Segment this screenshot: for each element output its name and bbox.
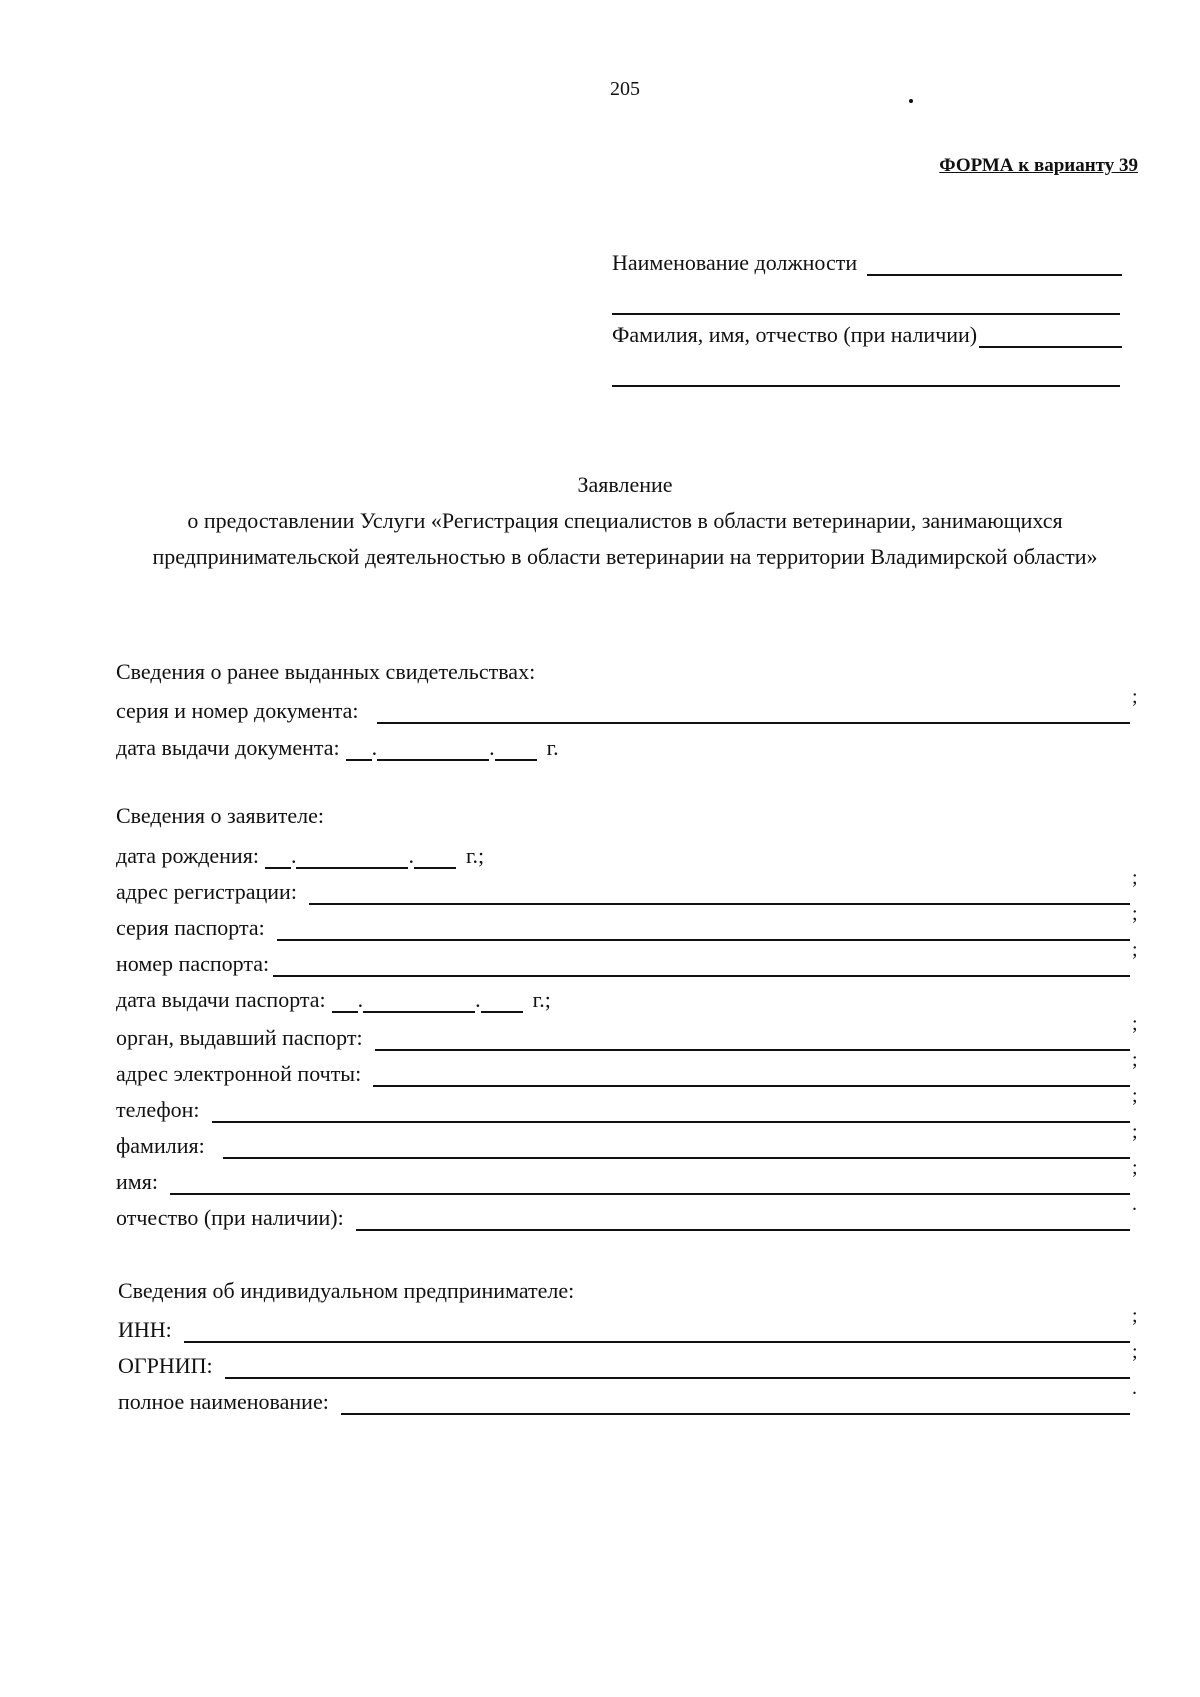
- cert-series-label: серия и номер документа:: [116, 698, 359, 723]
- certs-heading: Сведения о ранее выданных свидетельствах:: [116, 659, 536, 684]
- cert-date-row: [116, 731, 559, 761]
- document-title: Заявление: [577, 472, 673, 497]
- cert-year-suffix: г.: [546, 735, 559, 760]
- passport-series-end: ;: [1132, 903, 1138, 925]
- reg-address-label: адрес регистрации:: [116, 879, 297, 904]
- passport-number-row: [116, 939, 1142, 977]
- name-label: имя:: [116, 1169, 158, 1194]
- passport-issuer-row: [116, 1013, 1142, 1051]
- full-name-end: .: [1132, 1377, 1137, 1399]
- birth-date-row: [116, 839, 484, 869]
- inn-field[interactable]: [184, 1319, 1130, 1343]
- cert-series-end: ;: [1132, 686, 1138, 708]
- phone-field[interactable]: [212, 1099, 1130, 1123]
- ip-heading: Сведения об индивидуальном предпринимателе:: [118, 1278, 575, 1303]
- position-row: [612, 248, 1122, 276]
- full-name-field[interactable]: [341, 1391, 1130, 1415]
- ogrnip-label: ОГРНИП:: [118, 1353, 213, 1378]
- inn-label: ИНН:: [118, 1317, 172, 1342]
- position-field-line-2[interactable]: [612, 313, 1120, 315]
- official-name-label: Фамилия, имя, отчество (при наличии): [612, 322, 978, 347]
- passport-number-end: ;: [1132, 939, 1138, 961]
- email-end: ;: [1132, 1049, 1138, 1071]
- birth-year-field[interactable]: [414, 845, 456, 869]
- form-reference: ФОРМА к варианту 39: [939, 155, 1138, 176]
- official-name-field[interactable]: [979, 324, 1122, 348]
- surname-field[interactable]: [223, 1135, 1130, 1159]
- ogrnip-field[interactable]: [225, 1355, 1130, 1379]
- patronymic-end: .: [1132, 1193, 1137, 1215]
- applicant-heading: Сведения о заявителе:: [116, 803, 325, 828]
- passport-series-field[interactable]: [277, 917, 1130, 941]
- reg-address-field[interactable]: [309, 881, 1130, 905]
- surname-end: ;: [1132, 1121, 1138, 1143]
- scan-dot: [909, 99, 913, 103]
- passport-series-row: [116, 903, 1142, 941]
- phone-row: [116, 1085, 1142, 1123]
- position-field[interactable]: [867, 252, 1122, 276]
- passport-month-field[interactable]: [363, 989, 475, 1013]
- passport-date-sep-1: .: [357, 987, 364, 1012]
- cert-year-field[interactable]: [495, 737, 537, 761]
- passport-date-row: [116, 983, 551, 1013]
- document-subtitle: о предоставлении Услуги «Регистрация специалистов в области ветеринарии, занимающихся предпринимательской деятельностью в области ветеринарии на территории Владимирской области»: [152, 508, 1098, 569]
- phone-label: телефон:: [116, 1097, 200, 1122]
- passport-number-label: номер паспорта:: [116, 951, 270, 976]
- passport-day-field[interactable]: [332, 989, 358, 1013]
- passport-number-field[interactable]: [273, 953, 1130, 977]
- cert-date-sep-2: .: [489, 735, 495, 760]
- birth-date-sep-1: .: [290, 843, 297, 868]
- cert-date-label: дата выдачи документа:: [116, 735, 340, 760]
- passport-issuer-field[interactable]: [375, 1027, 1130, 1051]
- patronymic-label: отчество (при наличии):: [116, 1205, 344, 1230]
- passport-date-label: дата выдачи паспорта:: [116, 987, 326, 1012]
- inn-row: [118, 1305, 1142, 1343]
- passport-year-suffix: г.;: [532, 987, 551, 1012]
- passport-date-sep-2: .: [475, 987, 481, 1012]
- birth-day-field[interactable]: [265, 845, 291, 869]
- patronymic-row: [116, 1193, 1142, 1231]
- official-name-row: [612, 320, 1122, 348]
- reg-address-row: [116, 867, 1142, 905]
- birth-date-label: дата рождения:: [116, 843, 259, 868]
- position-label: Наименование должности: [612, 250, 858, 275]
- cert-day-field[interactable]: [346, 737, 372, 761]
- email-field[interactable]: [373, 1063, 1130, 1087]
- official-name-field-line-2[interactable]: [612, 385, 1120, 387]
- ogrnip-row: [118, 1341, 1142, 1379]
- cert-date-sep-1: .: [371, 735, 378, 760]
- name-field[interactable]: [170, 1171, 1130, 1195]
- full-name-row: [118, 1377, 1142, 1415]
- ogrnip-end: ;: [1132, 1341, 1138, 1363]
- passport-issuer-end: ;: [1132, 1013, 1138, 1035]
- inn-end: ;: [1132, 1305, 1138, 1327]
- surname-label: фамилия:: [116, 1133, 205, 1158]
- cert-month-field[interactable]: [377, 737, 489, 761]
- passport-series-label: серия паспорта:: [116, 915, 265, 940]
- full-name-label: полное наименование:: [118, 1389, 329, 1414]
- page-number: 205: [610, 78, 640, 100]
- cert-series-row: [116, 686, 1142, 724]
- cert-series-field[interactable]: [377, 700, 1130, 724]
- surname-row: [116, 1121, 1142, 1159]
- birth-year-suffix: г.;: [465, 843, 485, 868]
- name-end: ;: [1132, 1157, 1138, 1179]
- passport-year-field[interactable]: [481, 989, 523, 1013]
- birth-month-field[interactable]: [296, 845, 408, 869]
- reg-address-end: ;: [1132, 867, 1138, 889]
- phone-end: ;: [1132, 1085, 1138, 1107]
- email-label: адрес электронной почты:: [116, 1061, 362, 1086]
- birth-date-sep-2: .: [408, 843, 414, 868]
- email-row: [116, 1049, 1142, 1087]
- name-row: [116, 1157, 1142, 1195]
- patronymic-field[interactable]: [356, 1207, 1130, 1231]
- passport-issuer-label: орган, выдавший паспорт:: [116, 1025, 363, 1050]
